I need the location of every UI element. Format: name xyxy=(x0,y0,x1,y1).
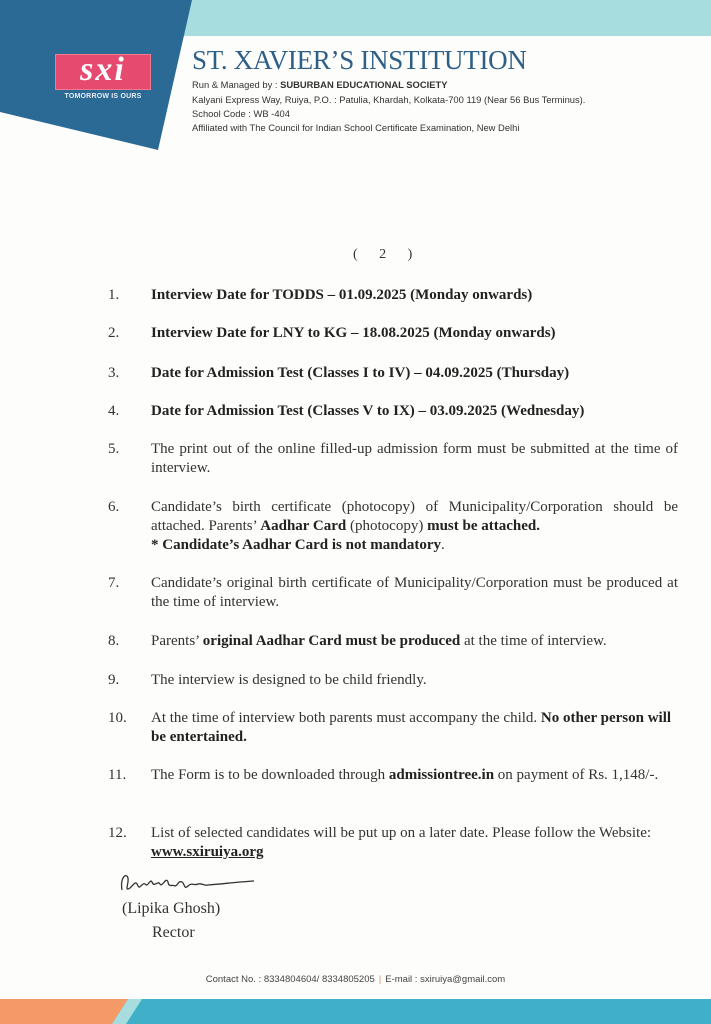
item-text: Candidate’s birth certificate (photocopy) of Municipality/Corporation should be attached. Parents’ Aadhar Card (photocopy) must be attached. * Candidate’s Aadhar Card is not mandatory. xyxy=(151,499,678,553)
contact-email: E-mail : sxiruiya@gmail.com xyxy=(385,974,506,985)
list-item-8 xyxy=(108,632,678,651)
item-text: List of selected candidates will be put up on a later date. Please follow the Website: www.sxiruiya.org xyxy=(151,825,652,860)
list-item-1 xyxy=(108,286,678,305)
handwritten-signature xyxy=(112,868,262,898)
affiliation-line: Affiliated with The Council for Indian School Certificate Examination, New Delhi xyxy=(192,122,520,133)
item-number: 2. xyxy=(108,325,120,341)
item-text: The interview is designed to be child friendly. xyxy=(151,672,427,688)
logo-text: sxi xyxy=(80,51,126,88)
list-item-9 xyxy=(108,671,678,690)
item-number: 10. xyxy=(108,710,127,726)
page-number-value: 2 xyxy=(379,247,389,262)
item-number: 3. xyxy=(108,365,120,381)
managed-by-label: Run & Managed by : xyxy=(192,79,281,90)
item-number: 4. xyxy=(108,403,120,419)
signatory-name: (Lipika Ghosh) xyxy=(122,900,221,917)
list-item-3 xyxy=(108,364,678,383)
school-logo xyxy=(55,51,151,90)
list-item-6 xyxy=(108,498,678,555)
page-number xyxy=(353,247,414,263)
managed-by-line xyxy=(192,80,447,89)
item-text: Interview Date for LNY to KG – 18.08.2025 (Monday onwards) xyxy=(151,325,556,341)
page-number-close: ) xyxy=(407,247,415,262)
institution-title: ST. XAVIER’S INSTITUTION xyxy=(192,45,527,75)
item-text: The Form is to be downloaded through admissiontree.in on payment of Rs. 1,148/-. xyxy=(151,767,659,783)
page-number-open: ( xyxy=(353,247,360,262)
website-link[interactable]: www.sxiruiya.org xyxy=(151,844,264,860)
school-code: School Code : WB -404 xyxy=(192,108,290,119)
address-line: Kalyani Express Way, Ruiya, P.O. : Patulia, Khardah, Kolkata-700 119 (Near 56 Bus Terminus). xyxy=(192,94,586,105)
item-text: The print out of the online filled-up admission form must be submitted at the time of interview. xyxy=(151,441,678,476)
item-number: 1. xyxy=(108,287,120,303)
item-number: 12. xyxy=(108,825,127,841)
managed-by-society: SUBURBAN EDUCATIONAL SOCIETY xyxy=(280,79,448,90)
item-text: Candidate’s original birth certificate of Municipality/Corporation must be produced at the time of interview. xyxy=(151,575,678,610)
list-item-4 xyxy=(108,402,678,421)
list-item-12 xyxy=(108,824,678,862)
footer-separator: | xyxy=(378,974,382,985)
item-number: 11. xyxy=(108,767,127,783)
list-item-11 xyxy=(108,766,678,785)
item-text: At the time of interview both parents must accompany the child. No other person will be entertained. xyxy=(151,710,672,745)
item-number: 6. xyxy=(108,499,120,515)
contact-numbers: Contact No. : 8334804604/ 8334805205 xyxy=(205,974,375,985)
item-number: 5. xyxy=(108,441,120,457)
list-item-2 xyxy=(108,324,678,343)
item-number: 9. xyxy=(108,672,120,688)
signatory-designation: Rector xyxy=(152,924,195,941)
item-number: 8. xyxy=(108,633,120,649)
item-text: Interview Date for TODDS – 01.09.2025 (Monday onwards) xyxy=(151,287,533,303)
logo-tagline: TOMORROW IS OURS xyxy=(64,93,142,100)
footer-contact xyxy=(0,974,711,985)
list-item-10 xyxy=(108,709,678,747)
footer-band xyxy=(0,999,711,1024)
item-number: 7. xyxy=(108,575,120,591)
item-text: Parents’ original Aadhar Card must be produced at the time of interview. xyxy=(151,633,607,649)
item-text: Date for Admission Test (Classes I to IV) – 04.09.2025 (Thursday) xyxy=(151,365,570,381)
list-item-7 xyxy=(108,574,678,612)
list-item-5 xyxy=(108,440,678,478)
item-text: Date for Admission Test (Classes V to IX) – 03.09.2025 (Wednesday) xyxy=(151,403,585,419)
